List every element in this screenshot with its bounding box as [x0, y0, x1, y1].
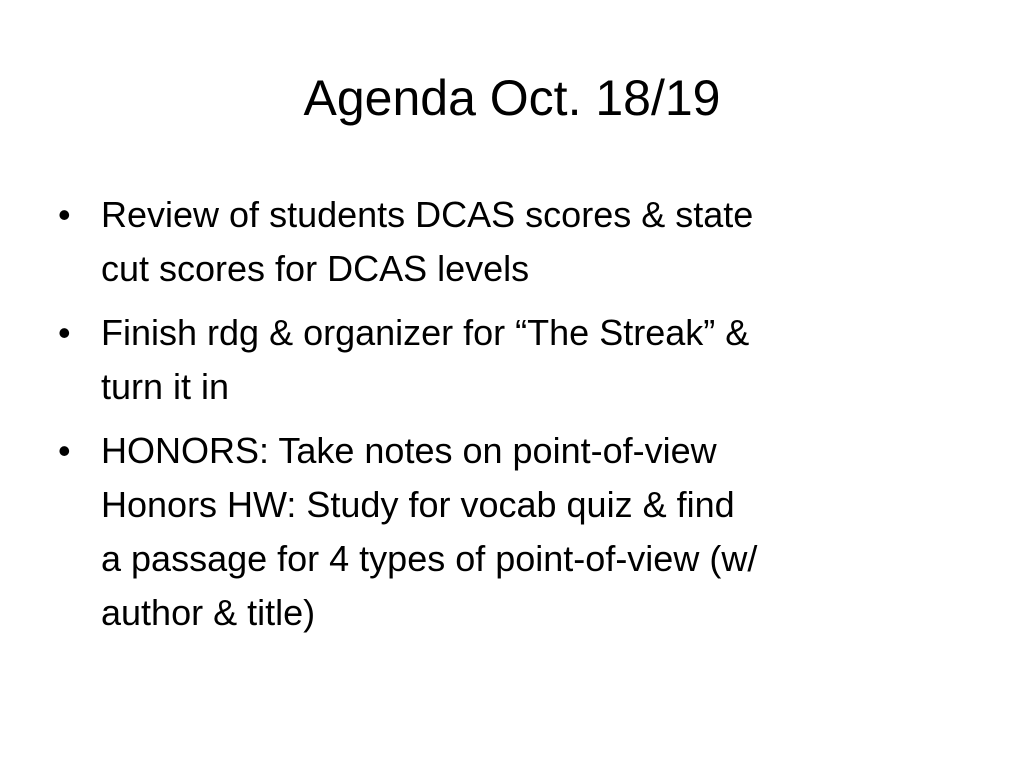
list-item: [58, 188, 978, 296]
list-item-text-line: HONORS: Take notes on point-of-view: [101, 430, 717, 471]
list-item-text-line: Honors HW: Study for vocab quiz & find: [101, 484, 735, 525]
slide-title: Agenda Oct. 18/19: [303, 70, 721, 126]
list-item: [58, 424, 978, 640]
list-item-text-line: a passage for 4 types of point-of-view (w/: [101, 538, 758, 579]
bullet-icon: •: [58, 430, 71, 471]
bullet-icon: •: [58, 194, 71, 235]
list-item-text-line: Finish rdg & organizer for “The Streak” &: [101, 312, 750, 353]
list-item-text-line: author & title): [101, 592, 316, 633]
bullet-icon: •: [58, 312, 71, 353]
list-item-text-line: cut scores for DCAS levels: [101, 248, 530, 289]
list-item: [58, 306, 978, 414]
list-item-text-line: turn it in: [101, 366, 230, 407]
list-item-text-line: Review of students DCAS scores & state: [101, 194, 754, 235]
agenda-list: [58, 188, 978, 650]
